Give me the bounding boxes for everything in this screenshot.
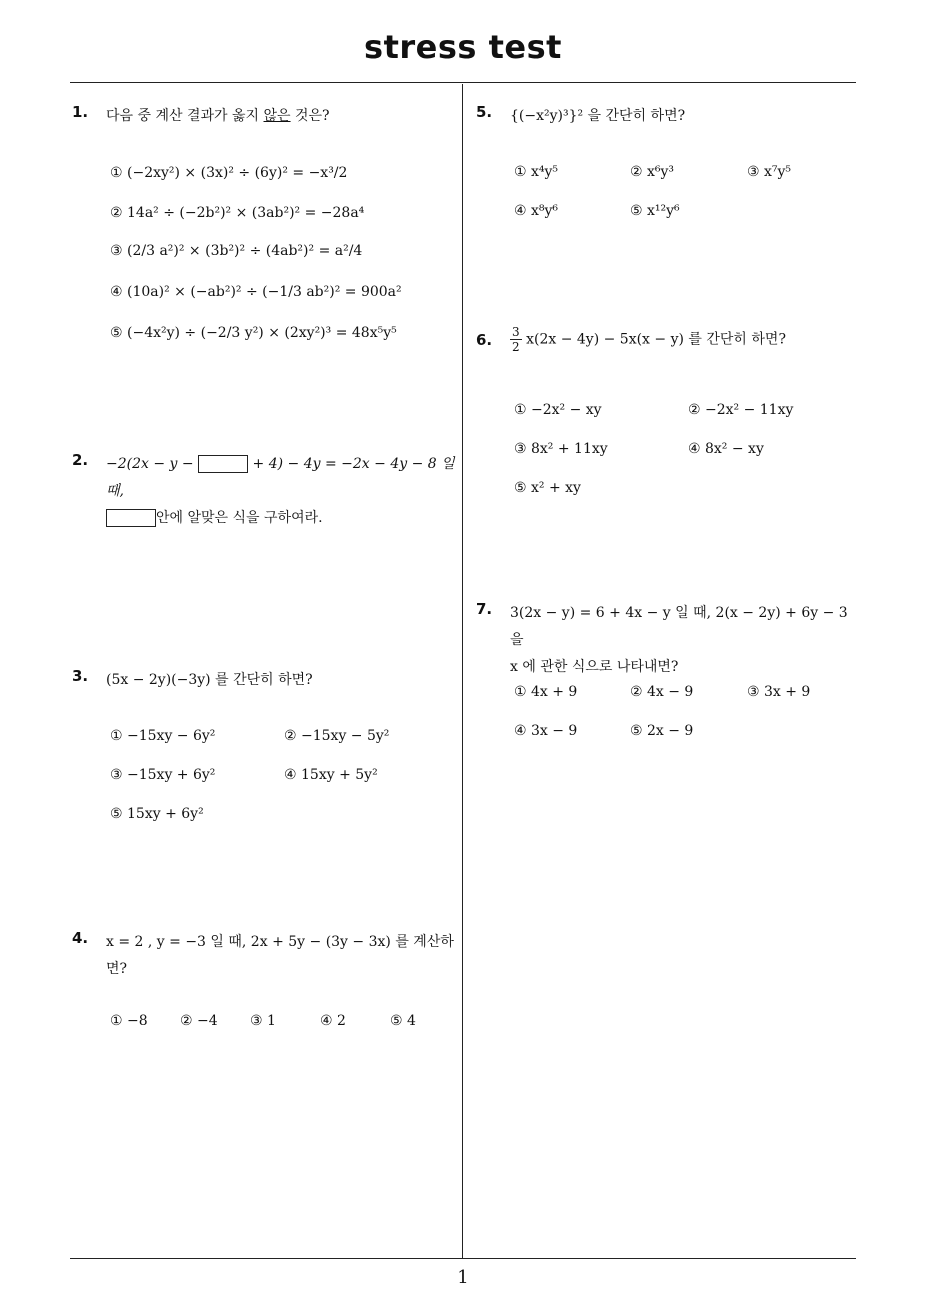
question-3: [72, 667, 457, 837]
question-text: −2(2x − y − + 4) − 4y = −2x − 4y − 8 일 때, 안에 알맞은 식을 구하여라.: [106, 456, 455, 526]
choice-5[interactable]: ⑤ (−4x²y) ÷ (−2/3 y²) × (2xy²)³ = 48x⁵y⁵: [110, 325, 397, 341]
choice-3[interactable]: ③ 8x² + 11xy: [514, 441, 608, 457]
question-text: 3(2x − y) = 6 + 4x − y 일 때, 2(x − 2y) + 6y − 3 을 x 에 관한 식으로 나타내면?: [510, 605, 848, 675]
question-5: [476, 103, 861, 233]
footer-rule: [70, 1258, 856, 1259]
answer-blank: [106, 509, 156, 527]
question-number: 6.: [476, 331, 493, 349]
page-number: 1: [457, 1267, 469, 1288]
fraction: $\frac{3}{2}$: [512, 325, 520, 354]
question-number: 5.: [476, 103, 493, 121]
choice-1[interactable]: ① −15xy − 6y²: [110, 728, 216, 744]
choice-1[interactable]: ① −8: [110, 1013, 148, 1029]
column-divider: [462, 84, 463, 1259]
question-6: [476, 325, 861, 505]
question-2: [72, 451, 457, 526]
choice-5[interactable]: ⑤ x² + xy: [514, 480, 581, 496]
question-number: 3.: [72, 667, 89, 685]
question-text: 다음 중 계산 결과가 옳지 않은 것은?: [106, 108, 330, 124]
choice-2[interactable]: ② 14a² ÷ (−2b²)² × (3ab²)² = −28a⁴: [110, 205, 365, 221]
choice-4[interactable]: ④ (10a)² × (−ab²)² ÷ (−1/3 ab²)² = 900a²: [110, 284, 402, 300]
choice-5[interactable]: ⑤ x¹²y⁶: [630, 203, 680, 219]
choice-1[interactable]: ① −2x² − xy: [514, 402, 602, 418]
question-1: [72, 103, 457, 383]
choice-3[interactable]: ③ −15xy + 6y²: [110, 767, 216, 783]
page-title: stress test: [364, 28, 562, 66]
choice-2[interactable]: ② x⁶y³: [630, 164, 675, 180]
question-number: 2.: [72, 451, 89, 469]
choice-2[interactable]: ② −4: [180, 1013, 218, 1029]
choice-1[interactable]: ① (−2xy²) × (3x)² ÷ (6y)² = −x³/2: [110, 165, 348, 181]
choice-3[interactable]: ③ (2/3 a²)² × (3b²)² ÷ (4ab²)² = a²/4: [110, 243, 363, 259]
choice-1[interactable]: ① 4x + 9: [514, 684, 578, 700]
question-7: [476, 600, 861, 750]
choice-2[interactable]: ② 4x − 9: [630, 684, 694, 700]
answer-blank: [198, 455, 248, 473]
choice-3[interactable]: ③ 3x + 9: [747, 684, 811, 700]
choice-4[interactable]: ④ 15xy + 5y²: [284, 767, 378, 783]
choice-4[interactable]: ④ 2: [320, 1013, 346, 1029]
choice-2[interactable]: ② −2x² − 11xy: [688, 402, 794, 418]
question-text: x = 2 , y = −3 일 때, 2x + 5y − (3y − 3x) 를 계산하 면?: [106, 934, 454, 977]
choice-4[interactable]: ④ 8x² − xy: [688, 441, 764, 457]
choice-5[interactable]: ⑤ 2x − 9: [630, 723, 694, 739]
question-text: (5x − 2y)(−3y) 를 간단히 하면?: [106, 672, 313, 688]
choice-4[interactable]: ④ 3x − 9: [514, 723, 578, 739]
choice-2[interactable]: ② −15xy − 5y²: [284, 728, 390, 744]
choice-3[interactable]: ③ x⁷y⁵: [747, 164, 792, 180]
question-text: $\frac{3}{2}$ x(2x − 4y) − 5x(x − y) 를 간단히 하면?: [512, 325, 786, 354]
question-4: [72, 929, 457, 1039]
question-text: {(−x²y)³}² 을 간단히 하면?: [510, 108, 686, 124]
choice-3[interactable]: ③ 1: [250, 1013, 276, 1029]
choice-5[interactable]: ⑤ 15xy + 6y²: [110, 806, 204, 822]
choice-5[interactable]: ⑤ 4: [390, 1013, 416, 1029]
choice-4[interactable]: ④ x⁸y⁶: [514, 203, 559, 219]
question-number: 1.: [72, 103, 89, 121]
choice-1[interactable]: ① x⁴y⁵: [514, 164, 559, 180]
question-number: 7.: [476, 600, 493, 618]
header-rule: [70, 82, 856, 83]
question-number: 4.: [72, 929, 89, 947]
